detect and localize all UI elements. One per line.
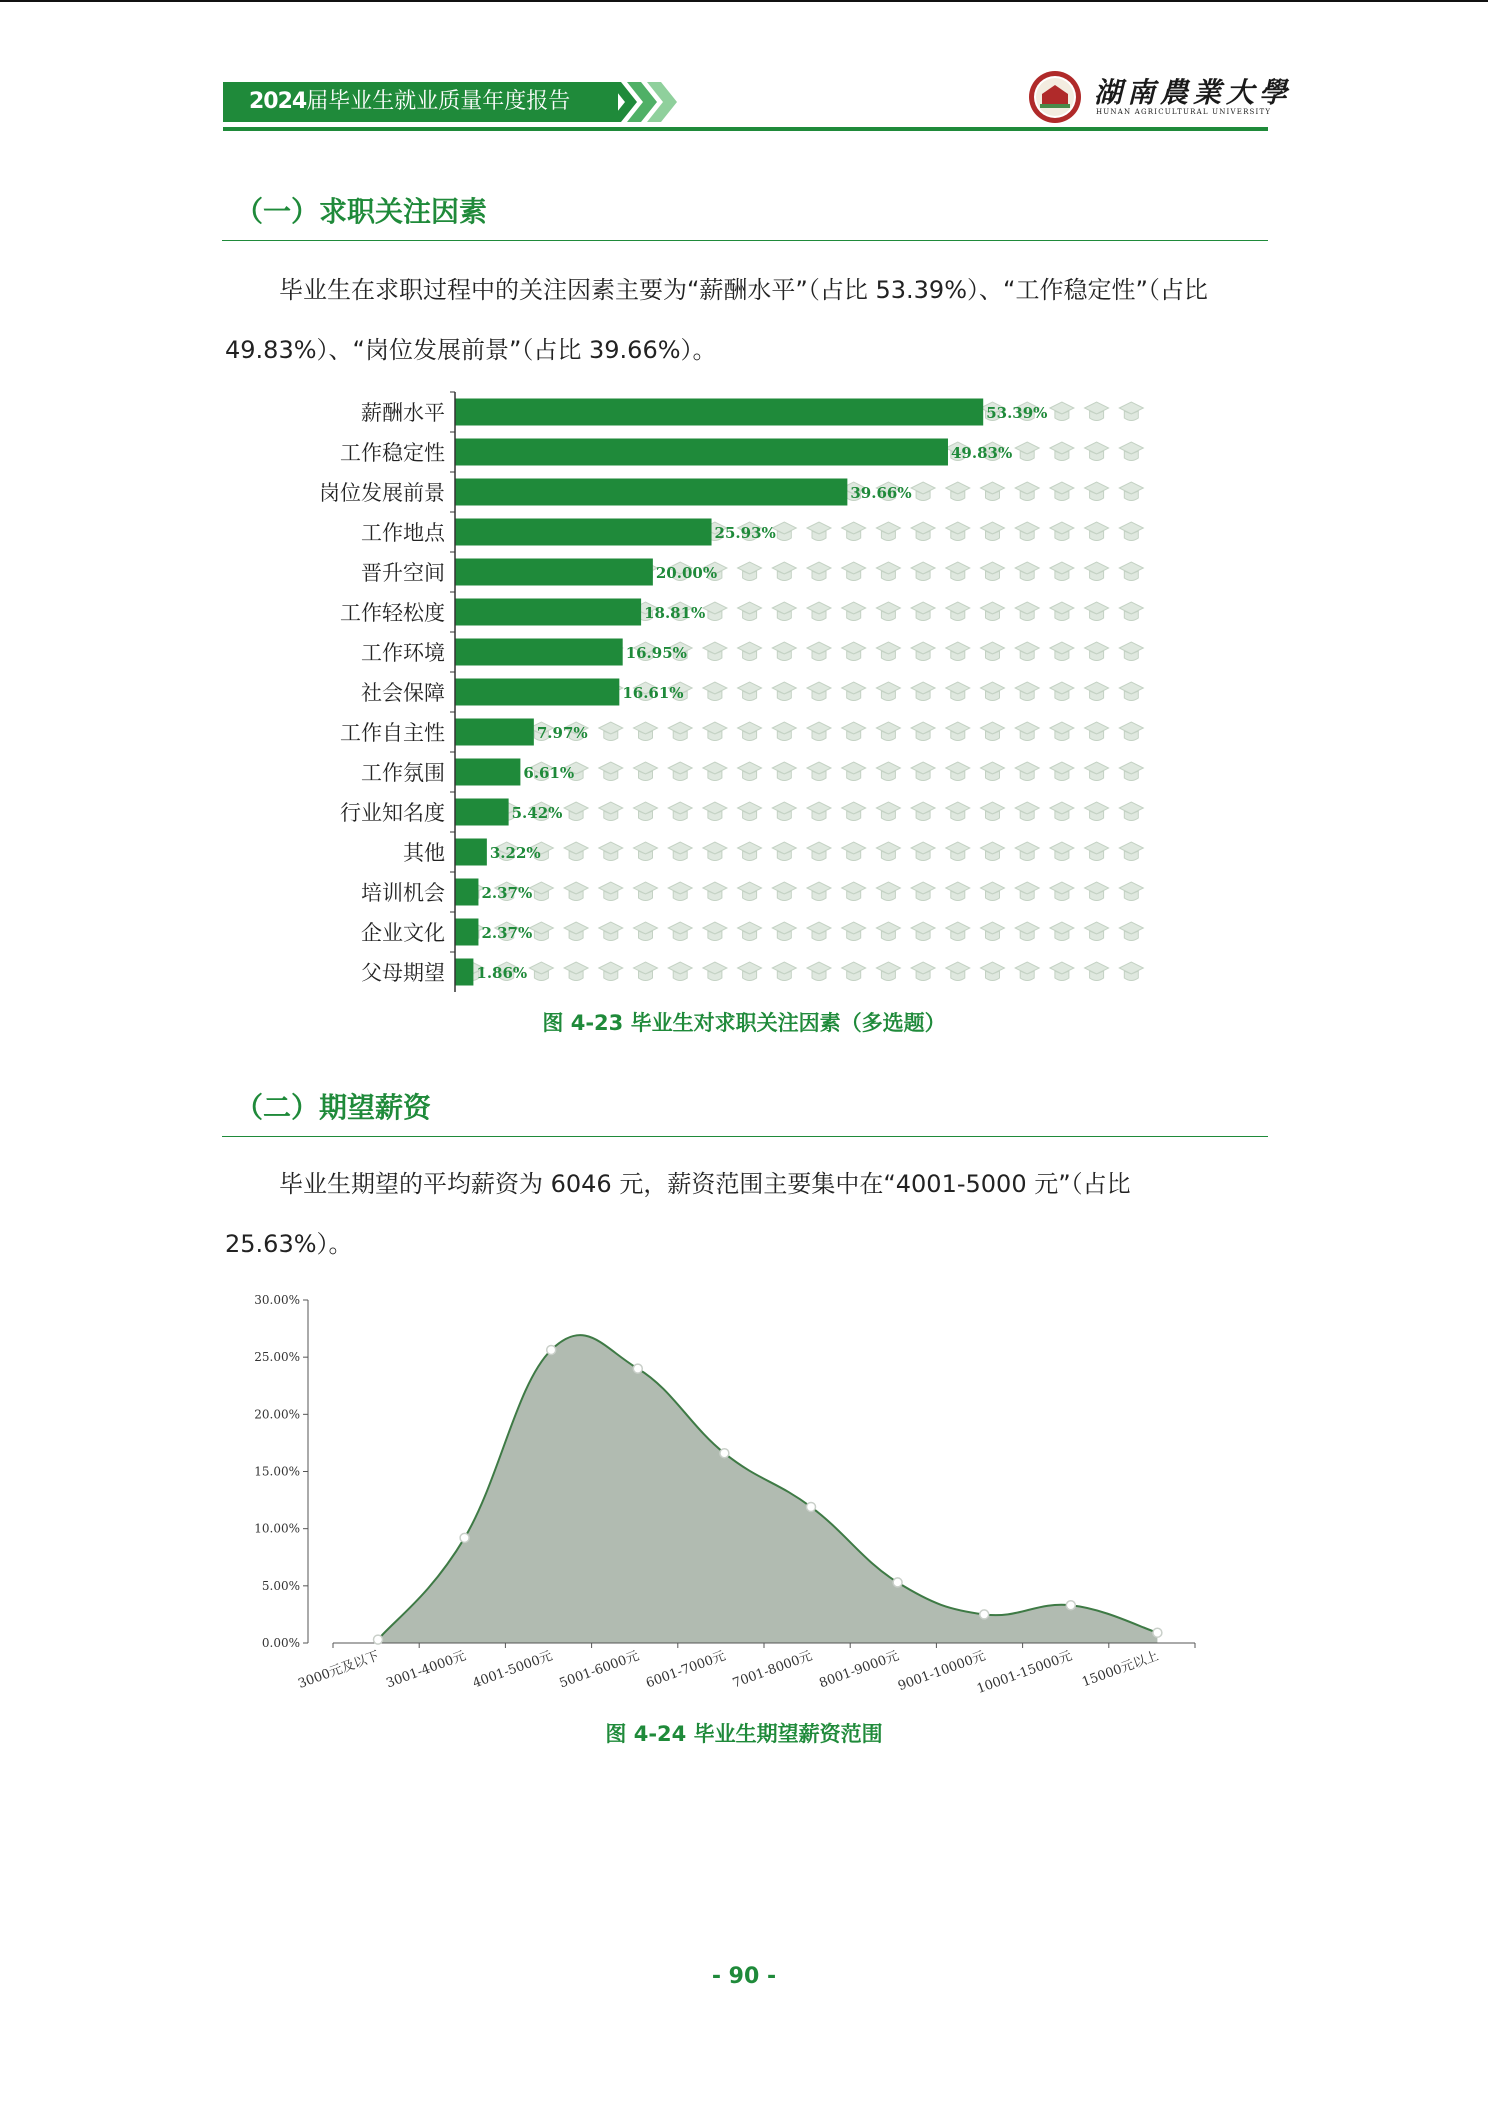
category-label: 父母期望 (361, 961, 445, 985)
graduation-cap-icon (842, 562, 866, 581)
graduation-cap-icon (703, 602, 727, 621)
category-label: 企业文化 (361, 921, 445, 945)
graduation-cap-icon (911, 642, 935, 661)
x-tick-label: 8001-9000元 (817, 1648, 901, 1692)
graduation-cap-icon (1050, 762, 1074, 781)
graduation-cap-icon (807, 762, 831, 781)
graduation-cap-icon (876, 922, 900, 941)
graduation-cap-icon (807, 642, 831, 661)
page-number: - 90 - (711, 1964, 777, 1989)
section2-heading: （二）期望薪资 (235, 1091, 432, 1124)
graduation-cap-icon (807, 562, 831, 581)
graduation-cap-icon-row (460, 962, 1143, 981)
graduation-cap-icon (772, 762, 796, 781)
page-top-border (0, 0, 1488, 2)
graduation-cap-icon (911, 602, 935, 621)
graduation-cap-icon (1119, 562, 1143, 581)
report-title-text: 届毕业生就业质量年度报告 (306, 89, 571, 114)
bar (455, 959, 473, 986)
graduation-cap-icon (634, 722, 658, 741)
graduation-cap-icon (981, 602, 1005, 621)
graduation-cap-icon (634, 962, 658, 981)
category-label: 工作地点 (361, 521, 445, 545)
chart2-caption: 图 4-24 毕业生期望薪资范围 (605, 1722, 883, 1746)
data-point (720, 1449, 729, 1458)
data-point (1066, 1601, 1075, 1610)
graduation-cap-icon (981, 562, 1005, 581)
graduation-cap-icon (842, 762, 866, 781)
graduation-cap-icon (1119, 682, 1143, 701)
y-tick-label: 25.00% (254, 1350, 300, 1365)
section1-heading: （一）求职关注因素 (235, 195, 488, 228)
graduation-cap-icon-row (460, 882, 1143, 901)
graduation-cap-icon (668, 802, 692, 821)
university-name-cn: 湖南農業大學 (1094, 76, 1293, 109)
graduation-cap-icon (876, 522, 900, 541)
graduation-cap-icon (772, 962, 796, 981)
graduation-cap-icon (738, 882, 762, 901)
y-tick-label: 5.00% (261, 1578, 300, 1593)
graduation-cap-icon (981, 842, 1005, 861)
x-tick-label: 10001-15000元 (974, 1648, 1075, 1697)
graduation-cap-icon (842, 642, 866, 661)
bar-value-label: 16.95% (625, 644, 687, 662)
bar-value-label: 5.42% (511, 804, 563, 822)
graduation-cap-icon (1015, 642, 1039, 661)
graduation-cap-icon (842, 882, 866, 901)
bar (455, 479, 847, 506)
data-point (633, 1364, 642, 1373)
graduation-cap-icon (946, 602, 970, 621)
graduation-cap-icon (772, 722, 796, 741)
bar-value-label: 3.22% (489, 844, 541, 862)
graduation-cap-icon (1085, 722, 1109, 741)
graduation-cap-icon (634, 842, 658, 861)
x-tick-label: 6001-7000元 (644, 1648, 728, 1692)
graduation-cap-icon (772, 802, 796, 821)
graduation-cap-icon (1050, 882, 1074, 901)
graduation-cap-icon-row (460, 802, 1143, 821)
graduation-cap-icon (1119, 842, 1143, 861)
graduation-cap-icon (772, 562, 796, 581)
graduation-cap-icon (1119, 402, 1143, 421)
graduation-cap-icon (703, 722, 727, 741)
graduation-cap-icon (1050, 722, 1074, 741)
graduation-cap-icon (1085, 882, 1109, 901)
graduation-cap-icon (981, 802, 1005, 821)
graduation-cap-icon (981, 922, 1005, 941)
graduation-cap-icon (668, 762, 692, 781)
graduation-cap-icon (634, 802, 658, 821)
graduation-cap-icon (842, 722, 866, 741)
graduation-cap-icon (807, 922, 831, 941)
graduation-cap-icon (1119, 442, 1143, 461)
graduation-cap-icon (946, 962, 970, 981)
university-logo (1028, 70, 1293, 124)
graduation-cap-icon (1050, 442, 1074, 461)
graduation-cap-icon (981, 682, 1005, 701)
graduation-cap-icon (876, 562, 900, 581)
category-label: 工作氛围 (361, 761, 445, 785)
x-tick-label: 4001-5000元 (470, 1648, 555, 1692)
graduation-cap-icon (1085, 602, 1109, 621)
graduation-cap-icon (668, 922, 692, 941)
graduation-cap-icon (564, 842, 588, 861)
graduation-cap-icon (1015, 722, 1039, 741)
graduation-cap-icon (1085, 802, 1109, 821)
graduation-cap-icon (807, 842, 831, 861)
graduation-cap-icon (1015, 762, 1039, 781)
graduation-cap-icon (842, 522, 866, 541)
graduation-cap-icon (876, 962, 900, 981)
graduation-cap-icon (1015, 442, 1039, 461)
graduation-cap-icon (876, 762, 900, 781)
graduation-cap-icon (981, 722, 1005, 741)
bar-value-label: 20.00% (655, 564, 718, 582)
graduation-cap-icon (564, 802, 588, 821)
graduation-cap-icon (946, 922, 970, 941)
graduation-cap-icon-row (460, 842, 1143, 861)
graduation-cap-icon (1050, 962, 1074, 981)
graduation-cap-icon (807, 722, 831, 741)
graduation-cap-icon (1050, 482, 1074, 501)
graduation-cap-icon (703, 682, 727, 701)
university-seal-icon (1028, 70, 1082, 124)
graduation-cap-icon (1015, 922, 1039, 941)
graduation-cap-icon (772, 842, 796, 861)
graduation-cap-icon (1015, 682, 1039, 701)
graduation-cap-icon (564, 882, 588, 901)
graduation-cap-icon (1085, 842, 1109, 861)
graduation-cap-icon (772, 522, 796, 541)
graduation-cap-icon (772, 922, 796, 941)
category-label: 薪酬水平 (361, 401, 445, 425)
graduation-cap-icon (738, 722, 762, 741)
graduation-cap-icon (842, 842, 866, 861)
data-point (980, 1610, 989, 1619)
graduation-cap-icon (946, 762, 970, 781)
graduation-cap-icon (1015, 602, 1039, 621)
graduation-cap-icon (599, 762, 623, 781)
bar (455, 599, 641, 626)
bar (455, 799, 509, 826)
graduation-cap-icon (946, 882, 970, 901)
category-label: 社会保障 (361, 681, 445, 705)
graduation-cap-icon (529, 882, 553, 901)
bar-value-label: 2.37% (481, 924, 533, 942)
graduation-cap-icon (1085, 682, 1109, 701)
graduation-cap-icon (599, 842, 623, 861)
section1-rule (222, 240, 1268, 241)
graduation-cap-icon (738, 762, 762, 781)
data-point (1153, 1628, 1162, 1637)
category-label: 工作稳定性 (340, 441, 445, 465)
graduation-cap-icon (1085, 642, 1109, 661)
graduation-cap-icon (668, 722, 692, 741)
university-name-en: HUNAN AGRICULTURAL UNIVERSITY (1096, 108, 1272, 116)
y-tick-label: 30.00% (254, 1293, 300, 1307)
graduation-cap-icon (703, 962, 727, 981)
bar (455, 719, 534, 746)
bar (455, 399, 983, 426)
category-label: 培训机会 (361, 881, 445, 905)
graduation-cap-icon (1050, 842, 1074, 861)
bar (455, 559, 653, 586)
graduation-cap-icon (1050, 682, 1074, 701)
graduation-cap-icon (1085, 562, 1109, 581)
x-tick-label: 3001-4000元 (384, 1648, 468, 1692)
graduation-cap-icon (703, 922, 727, 941)
graduation-cap-icon (1119, 642, 1143, 661)
graduation-cap-icon (946, 562, 970, 581)
graduation-cap-icon (668, 842, 692, 861)
graduation-cap-icon (911, 922, 935, 941)
header-chevron-icon (223, 82, 683, 122)
y-tick-label: 15.00% (254, 1464, 300, 1479)
graduation-cap-icon (981, 522, 1005, 541)
graduation-cap-icon (634, 882, 658, 901)
graduation-cap-icon (946, 642, 970, 661)
bar-value-label: 6.61% (523, 764, 575, 782)
graduation-cap-icon (1050, 802, 1074, 821)
graduation-cap-icon (946, 482, 970, 501)
graduation-cap-icon (1050, 642, 1074, 661)
graduation-cap-icon (807, 522, 831, 541)
bar-value-label: 1.86% (476, 964, 528, 982)
graduation-cap-icon (1050, 562, 1074, 581)
graduation-cap-icon (1119, 482, 1143, 501)
graduation-cap-icon (911, 762, 935, 781)
graduation-cap-icon (1119, 522, 1143, 541)
graduation-cap-icon (911, 682, 935, 701)
data-point (893, 1578, 902, 1587)
graduation-cap-icon (876, 722, 900, 741)
graduation-cap-icon (1085, 442, 1109, 461)
graduation-cap-icon (1085, 922, 1109, 941)
graduation-cap-icon (911, 882, 935, 901)
graduation-cap-icon (946, 722, 970, 741)
bar-value-label: 53.39% (986, 404, 1048, 422)
y-tick-label: 10.00% (254, 1521, 300, 1536)
graduation-cap-icon (807, 962, 831, 981)
graduation-cap-icon (876, 842, 900, 861)
section2-rule (222, 1136, 1268, 1137)
graduation-cap-icon (703, 882, 727, 901)
graduation-cap-icon (981, 962, 1005, 981)
graduation-cap-icon (599, 922, 623, 941)
graduation-cap-icon (876, 882, 900, 901)
graduation-cap-icon (1119, 602, 1143, 621)
graduation-cap-icon (738, 602, 762, 621)
y-tick-label: 0.00% (261, 1636, 300, 1650)
x-tick-label: 15000元以上 (1080, 1648, 1161, 1691)
graduation-cap-icon (1050, 522, 1074, 541)
graduation-cap-icon (772, 882, 796, 901)
graduation-cap-icon (946, 802, 970, 821)
graduation-cap-icon (911, 802, 935, 821)
bar-value-label: 7.97% (536, 724, 588, 742)
bar (455, 879, 478, 906)
graduation-cap-icon (807, 882, 831, 901)
graduation-cap-icon (599, 962, 623, 981)
expected-salary-area-chart (0, 1280, 1488, 1700)
category-label: 其他 (403, 841, 445, 865)
graduation-cap-icon (529, 922, 553, 941)
graduation-cap-icon (703, 842, 727, 861)
graduation-cap-icon (981, 482, 1005, 501)
section2-paragraph: 毕业生期望的平均薪资为 6046 元，薪资范围主要集中在“4001-5000 元”（占比 25.63%）。 (225, 1170, 1131, 1258)
graduation-cap-icon-row (460, 922, 1143, 941)
graduation-cap-icon (772, 682, 796, 701)
graduation-cap-icon (946, 682, 970, 701)
report-header (223, 76, 1293, 132)
graduation-cap-icon (807, 602, 831, 621)
graduation-cap-icon (1015, 802, 1039, 821)
header-rule (223, 127, 1268, 131)
graduation-cap-icon (911, 482, 935, 501)
bar (455, 919, 478, 946)
chart1-caption: 图 4-23 毕业生对求职关注因素（多选题） (542, 1011, 946, 1035)
graduation-cap-icon (946, 842, 970, 861)
graduation-cap-icon (807, 802, 831, 821)
graduation-cap-icon (1085, 482, 1109, 501)
graduation-cap-icon (634, 762, 658, 781)
graduation-cap-icon (1015, 562, 1039, 581)
data-point (547, 1345, 556, 1354)
graduation-cap-icon (1119, 802, 1143, 821)
graduation-cap-icon (1015, 962, 1039, 981)
graduation-cap-icon (1015, 882, 1039, 901)
graduation-cap-icon (599, 882, 623, 901)
bar (455, 759, 520, 786)
graduation-cap-icon (564, 962, 588, 981)
graduation-cap-icon (842, 922, 866, 941)
graduation-cap-icon (1050, 922, 1074, 941)
graduation-cap-icon (1050, 602, 1074, 621)
graduation-cap-icon (1119, 922, 1143, 941)
salary-area (378, 1335, 1157, 1643)
bar-value-label: 2.37% (481, 884, 533, 902)
graduation-cap-icon (1119, 962, 1143, 981)
graduation-cap-icon (946, 522, 970, 541)
graduation-cap-icon (738, 682, 762, 701)
bar (455, 679, 619, 706)
x-tick-label: 3000元及以下 (296, 1648, 382, 1692)
graduation-cap-icon (738, 562, 762, 581)
bar-value-label: 18.81% (644, 604, 706, 622)
bar (455, 439, 948, 466)
category-label: 工作自主性 (340, 721, 445, 745)
graduation-cap-icon (564, 922, 588, 941)
graduation-cap-icon (911, 522, 935, 541)
graduation-cap-icon (738, 642, 762, 661)
graduation-cap-icon (842, 802, 866, 821)
bar (455, 639, 623, 666)
graduation-cap-icon (807, 682, 831, 701)
section1-paragraph: 毕业生在求职过程中的关注因素主要为“薪酬水平”（占比 53.39%）、“工作稳定性”（占比 49.83%）、“岗位发展前景”（占比 39.66%）。 (225, 276, 1208, 364)
category-label: 工作环境 (361, 641, 445, 665)
graduation-cap-icon (529, 962, 553, 981)
graduation-cap-icon (876, 642, 900, 661)
y-tick-label: 20.00% (254, 1407, 300, 1422)
graduation-cap-icon (1119, 762, 1143, 781)
bar (455, 519, 712, 546)
graduation-cap-icon (1085, 762, 1109, 781)
bar-value-label: 49.83% (950, 444, 1013, 462)
graduation-cap-icon (703, 762, 727, 781)
category-label: 工作轻松度 (340, 601, 445, 625)
graduation-cap-icon (1015, 842, 1039, 861)
graduation-cap-icon (1085, 962, 1109, 981)
graduation-cap-icon (981, 882, 1005, 901)
graduation-cap-icon (911, 722, 935, 741)
graduation-cap-icon (842, 682, 866, 701)
graduation-cap-icon (842, 962, 866, 981)
graduation-cap-icon (911, 842, 935, 861)
graduation-cap-icon (981, 762, 1005, 781)
graduation-cap-icon (738, 962, 762, 981)
graduation-cap-icon (1085, 402, 1109, 421)
graduation-cap-icon (1119, 722, 1143, 741)
graduation-cap-icon (876, 602, 900, 621)
x-tick-label: 5001-6000元 (557, 1648, 642, 1692)
graduation-cap-icon (1015, 522, 1039, 541)
report-title-year: 2024 (249, 89, 307, 114)
graduation-cap-icon (876, 802, 900, 821)
category-label: 岗位发展前景 (319, 481, 445, 505)
graduation-cap-icon (772, 642, 796, 661)
graduation-cap-icon (772, 602, 796, 621)
graduation-cap-icon (911, 562, 935, 581)
graduation-cap-icon (1050, 402, 1074, 421)
data-point (460, 1533, 469, 1542)
graduation-cap-icon (738, 842, 762, 861)
bar-value-label: 16.61% (622, 684, 684, 702)
bar (455, 839, 487, 866)
graduation-cap-icon (738, 802, 762, 821)
category-label: 行业知名度 (340, 801, 445, 825)
graduation-cap-icon (876, 682, 900, 701)
bar-value-label: 39.66% (850, 484, 912, 502)
bar-value-label: 25.93% (714, 524, 776, 542)
graduation-cap-icon (738, 922, 762, 941)
graduation-cap-icon (668, 882, 692, 901)
graduation-cap-icon (1119, 882, 1143, 901)
graduation-cap-icon (1085, 522, 1109, 541)
graduation-cap-icon (703, 802, 727, 821)
data-point (807, 1502, 816, 1511)
x-tick-label: 9001-10000元 (896, 1648, 988, 1695)
data-point (374, 1635, 383, 1644)
graduation-cap-icon (981, 642, 1005, 661)
graduation-cap-icon (1015, 482, 1039, 501)
graduation-cap-icon (634, 922, 658, 941)
category-label: 晋升空间 (361, 561, 445, 585)
job-factors-bar-chart (0, 388, 1488, 998)
graduation-cap-icon (911, 962, 935, 981)
graduation-cap-icon (599, 802, 623, 821)
graduation-cap-icon (599, 722, 623, 741)
graduation-cap-icon (842, 602, 866, 621)
graduation-cap-icon (703, 642, 727, 661)
graduation-cap-icon (668, 962, 692, 981)
x-tick-label: 7001-8000元 (730, 1648, 815, 1692)
